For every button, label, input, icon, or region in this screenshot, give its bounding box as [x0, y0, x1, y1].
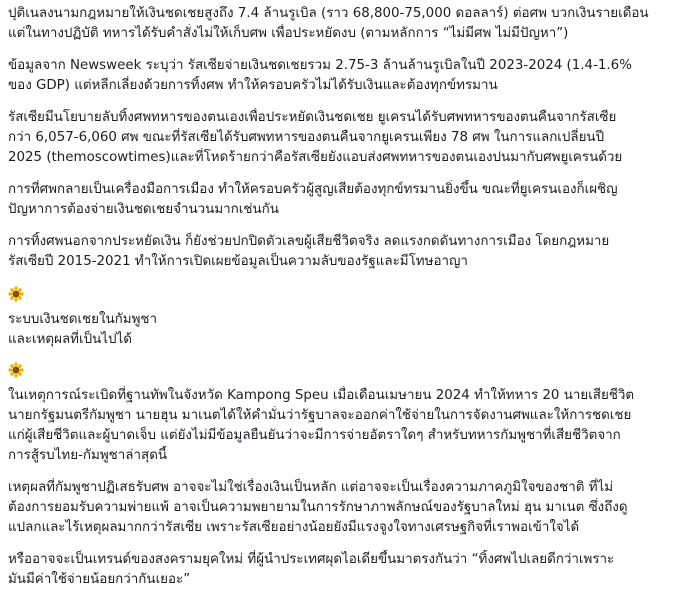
- text-line: ข้อมูลจาก Newsweek ระบุว่า รัสเซียจ่ายเงินชดเชยรวม 2.75-3 ล้านล้านรูเบิลในปี 2023-2024 (1.4-1.6%: [8, 58, 632, 73]
- text-line: ในเหตุการณ์ระเบิดที่ฐานทัพในจังหวัด Kampong Speu เมื่อเดือนเมษายน 2024 ทำให้ทหาร 20 นายเสียชีวิต: [8, 388, 635, 403]
- text-line: รัสเซียปี 2015-2021 ทำให้การเปิดเผยข้อมูลเป็นความลับของรัฐและมีโทษอาญา: [8, 254, 468, 269]
- text-line: ปัญหาการต้องจ่ายเงินชดเชยจำนวนมากเช่นกัน: [8, 202, 279, 217]
- paragraph-newsweek-data: [8, 56, 672, 96]
- paragraph-political-tool: [8, 180, 672, 220]
- emoji-row: [8, 284, 672, 304]
- text-line: ปุติเนลงนามกฎหมายให้เงินชดเชยสูงถึง 7.4 ล้านรูเบิล (ราว 68,800-75,000 ดอลลาร์) ต่อศพ บวกเงินรายเดือน: [8, 6, 649, 21]
- paragraph-body-exchange: [8, 108, 672, 168]
- section-heading-cambodia: [8, 310, 672, 350]
- text-line: นายกรัฐมนตรีกัมพูชา นายฮุน มาเนตได้ให้คำมั่นว่ารัฐบาลจะออกค่าใช้จ่ายในการจัดงานศพและให้การชดเชย: [8, 408, 632, 423]
- paragraph-hide-casualties: [8, 232, 672, 272]
- emoji-row: [8, 360, 672, 380]
- text-line: มันมีค่าใช้จ่ายน้อยกว่ากันเยอะ”: [8, 572, 191, 587]
- text-line: การทิ้งศพนอกจากประหยัดเงิน ก็ยังช่วยปกปิดตัวเลขผู้เสียชีวิตจริง ลดแรงกดดันทางการเมือง โดยกฎหมาย: [8, 234, 610, 249]
- text-line: ต้องการยอมรับความพ่ายแพ้ อาจเป็นความพยายามในการรักษาภาพลักษณ์ของรัฐบาลใหม่ ฮุน มาเนต ซึ่งถึงดู: [8, 500, 628, 515]
- heading-line: และเหตุผลที่เป็นไปได้: [8, 332, 132, 347]
- text-line: รัสเซียมีนโยบายลับทิ้งศพทหารของตนเองเพื่อประหยัดเงินชดเชย ยูเครนได้รับศพทหารของตนคืนจากรัสเซีย: [8, 110, 617, 125]
- text-line: การที่ศพกลายเป็นเครื่องมือการเมือง ทำให้ครอบครัวผู้สูญเสียต้องทุกข์ทรมานยิ่งขึ้น ขณะที่ยูเครนเองก็เผชิญ: [8, 182, 618, 197]
- sunflower-icon: [8, 286, 24, 302]
- text-line: กว่า 6,057-6,060 ศพ ขณะที่รัสเซียได้รับศพทหารของตนคืนจากยูเครนเพียง 78 ศพ ในการแลกเปลี่ยนปี: [8, 130, 605, 145]
- text-line: แปลกและไร้เหตุผลมากกว่ารัสเซีย เพราะรัสเซียอย่างน้อยยังมีแรงจูงใจทางเศรษฐกิจที่เราพอเข้าใจได้: [8, 520, 580, 535]
- text-line: เหตุผลที่กัมพูชาปฏิเสธรับศพ อาจจะไม่ใช่เรื่องเงินเป็นหลัก แต่อาจจะเป็นเรื่องความภาคภูมิใจของชาติ ที่ไม่: [8, 480, 614, 495]
- text-line: 2025 (themoscowtimes)และที่โหดร้ายกว่าคือรัสเซียยังแอบส่งศพทหารของตนเองปนมากับศพยูเครนด้วย: [8, 150, 623, 165]
- text-line: การสู้รบไทย-กัมพูชาล่าสุดนี้: [8, 448, 168, 463]
- text-line: แก่ผู้เสียชีวิตและผู้บาดเจ็บ แต่ยังไม่มีข้อมูลยืนยันว่าจะมีการจ่ายอัตราใดๆ สำหรับทหารกัมพูชาที่เสียชีวิตจาก: [8, 428, 621, 443]
- paragraph-national-pride: [8, 478, 672, 538]
- text-line: หรืออาจจะเป็นเทรนด์ของสงครามยุคใหม่ ที่ผู้นำประเทศผุดไอเดียขึ้นมาตรงกันว่า “ทิ้งศพไปเลยดีกว่าเพราะ: [8, 552, 615, 567]
- paragraph-modern-war-trend: [8, 550, 672, 590]
- text-line: แต่ในทางปฏิบัติ ทหารได้รับคำสั่งไม่ให้เก็บศพ เพื่อประหยัดงบ (ตามหลักการ “ไม่มีศพ ไม่มีปัญหา”): [8, 26, 569, 41]
- paragraph-death-compensation-law: [8, 4, 672, 44]
- heading-line: ระบบเงินชดเชยในกัมพูชา: [8, 312, 158, 327]
- text-line: ของ GDP) แต่หลีกเลี่ยงด้วยการทิ้งศพ ทำให้ครอบครัวไม่ได้รับเงินและต้องทุกข์ทรมาน: [8, 78, 498, 93]
- paragraph-kampong-speu: [8, 386, 672, 466]
- sunflower-icon: [8, 362, 24, 378]
